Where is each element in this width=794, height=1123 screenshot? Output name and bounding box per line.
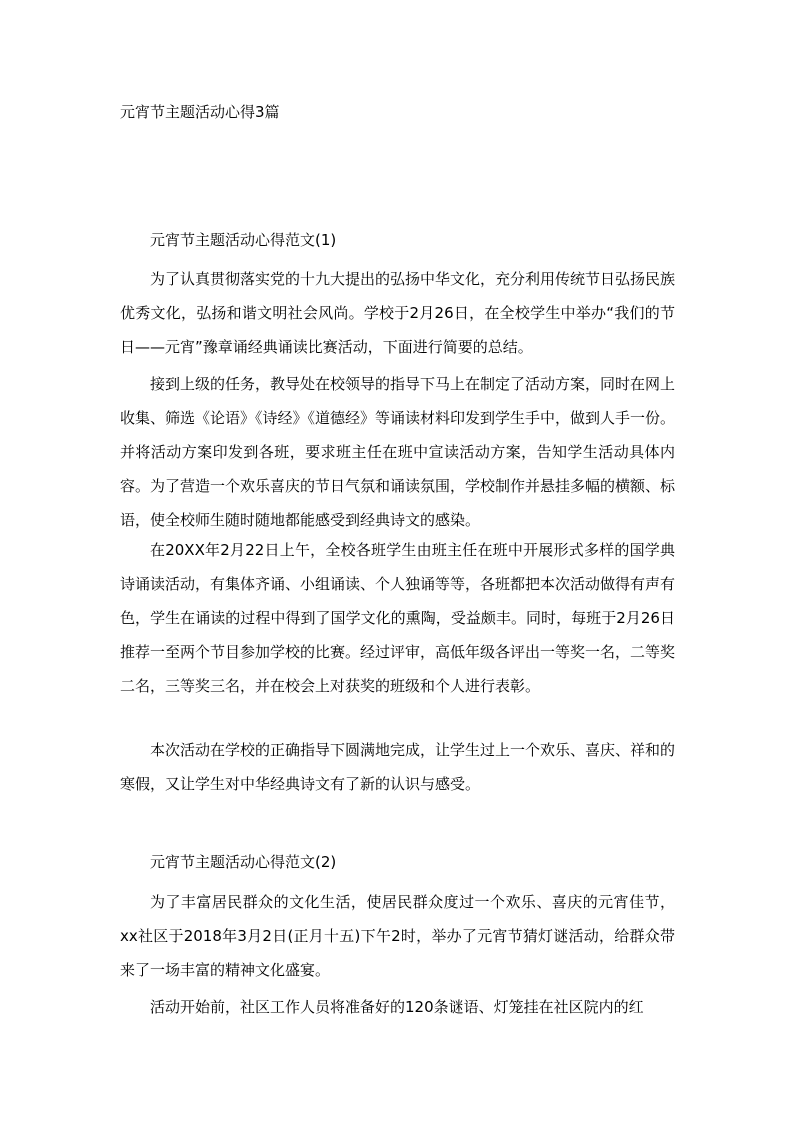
section-1-paragraph-3: 在20XX年2月22日上午，全校各班学生由班主任在班中开展形式多样的国学典诗诵读活动，有集体齐诵、小组诵读、个人独诵等等，各班都把本次活动做得有声有色，学生在诵读的过程中得到了国学文化的熏陶，受益颇丰。同时，每班于2月26日推荐一至两个节目参加学校的比赛。经过评审，高低年级各评出一等奖一名，二等奖二名，三等奖三名，并在校会上对获奖的班级和个人进行表彰。 xyxy=(120,541,676,695)
section-2-paragraph-2: 活动开始前，社区工作人员将准备好的120条谜语、灯笼挂在社区院内的红 xyxy=(150,998,644,1016)
section-1-heading: 元宵节主题活动心得范文(1) xyxy=(150,231,337,249)
section-1-paragraph-4: 本次活动在学校的正确指导下圆满地完成，让学生过上一个欢乐、喜庆、祥和的寒假，又让学生对中华经典诗文有了新的认识与感受。 xyxy=(120,741,676,793)
section-2-heading: 元宵节主题活动心得范文(2) xyxy=(150,853,337,871)
section-1-paragraph-1: 为了认真贯彻落实党的十九大提出的弘扬中华文化，充分利用传统节日弘扬民族优秀文化，弘扬和谐文明社会风尚。学校于2月26日，在全校学生中举办“我们的节日——元宵”豫章诵经典诵读比赛活动，下面进行简要的总结。 xyxy=(120,270,676,356)
section-1-paragraph-2: 接到上级的任务，教导处在校领导的指导下马上在制定了活动方案，同时在网上收集、筛选《论语》《诗经》《道德经》等诵读材料印发到学生手中，做到人手一份。并将活动方案印发到各班，要求班主任在班中宣读活动方案，告知学生活动具体内容。为了营造一个欢乐喜庆的节日气氛和诵读氛围，学校制作并悬挂多幅的横额、标语，使全校师生随时随地都能感受到经典诗文的感染。 xyxy=(120,375,676,529)
document-title: 元宵节主题活动心得3篇 xyxy=(120,103,280,121)
section-2-paragraph-1: 为了丰富居民群众的文化生活，使居民群众度过一个欢乐、喜庆的元宵佳节，xx社区于2018年3月2日(正月十五)下午2时，举办了元宵节猜灯谜活动，给群众带来了一场丰富的精神文化盛宴。 xyxy=(120,893,675,979)
